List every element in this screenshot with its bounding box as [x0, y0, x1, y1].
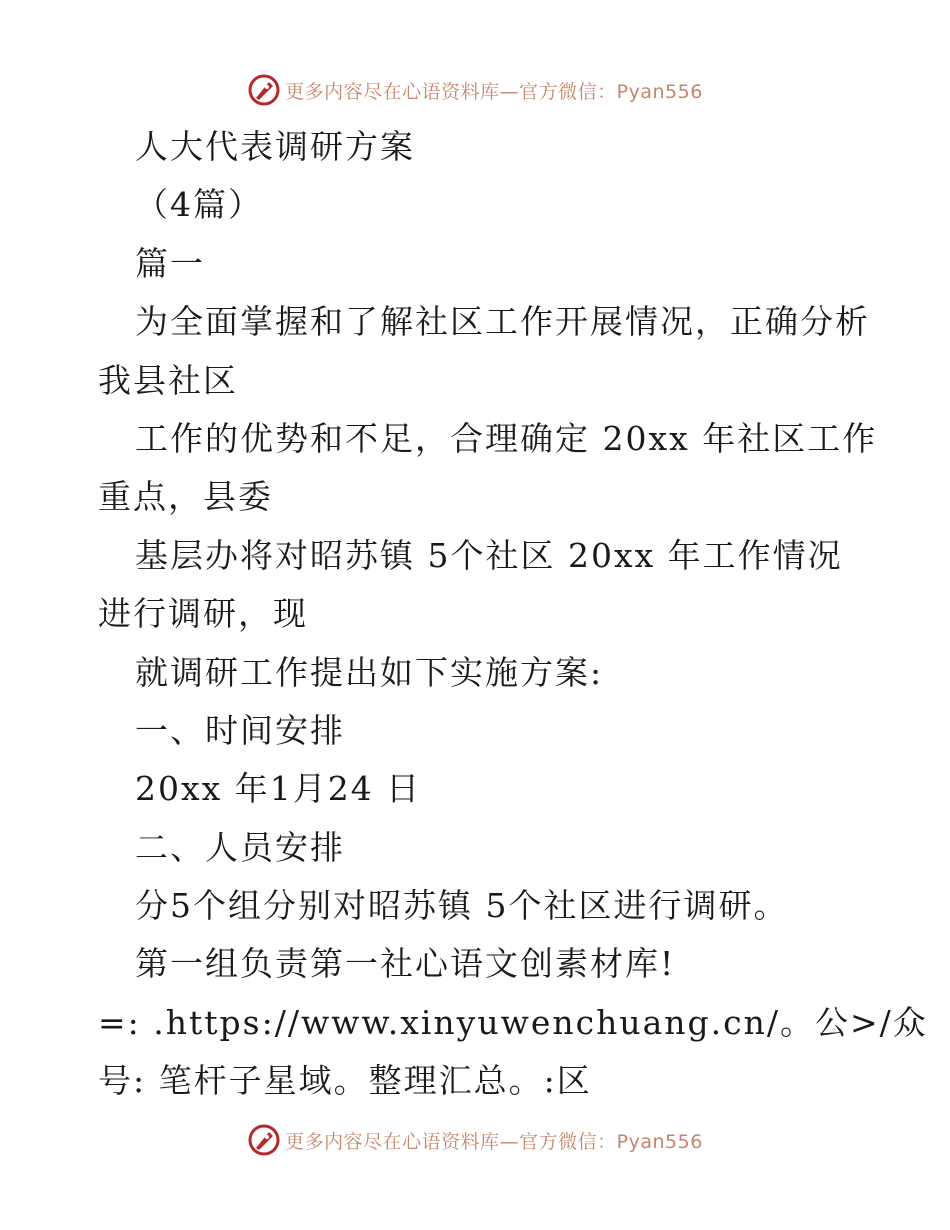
- watermark-text: 更多内容尽在心语资料库—官方微信：Pyan556: [285, 1130, 703, 1153]
- watermark-text: 更多内容尽在心语资料库—官方微信：Pyan556: [285, 80, 703, 103]
- text-line: 分5个组分别对昭苏镇 5个社区进行调研。: [135, 886, 789, 926]
- text-line: 为全面掌握和了解社区工作开展情况，正确分析: [135, 302, 870, 342]
- header-watermark: [0, 70, 950, 110]
- text-line: 我县社区: [98, 360, 238, 400]
- text-line: 号: 笔杆子星域。整理汇总。:区: [98, 1061, 592, 1101]
- text-line: 篇一: [135, 243, 205, 283]
- text-line: 进行调研，现: [98, 594, 308, 634]
- text-line: =: .https://www.xinyuwenchuang.cn/。公>/众: [98, 1002, 928, 1042]
- text-line: 工作的优势和不足，合理确定 20xx 年社区工作: [135, 418, 878, 458]
- document-body: [98, 118, 928, 1111]
- text-line: 重点，县委: [98, 477, 273, 517]
- text-line: 就调研工作提出如下实施方案:: [135, 652, 604, 692]
- pen-nib-logo-icon: [247, 73, 281, 107]
- text-line: 二、人员安排: [135, 827, 345, 867]
- text-line: 第一组负责第一社心语文创素材库!: [135, 944, 676, 984]
- text-line: （4篇）: [135, 185, 263, 225]
- text-line: 基层办将对昭苏镇 5个社区 20xx 年工作情况: [135, 535, 843, 575]
- footer-watermark: [0, 1120, 950, 1160]
- pen-nib-logo-icon: [247, 1123, 281, 1157]
- text-line: 一、时间安排: [135, 710, 345, 750]
- text-line: 20xx 年1月24 日: [135, 769, 422, 809]
- text-line: 人大代表调研方案: [135, 127, 415, 166]
